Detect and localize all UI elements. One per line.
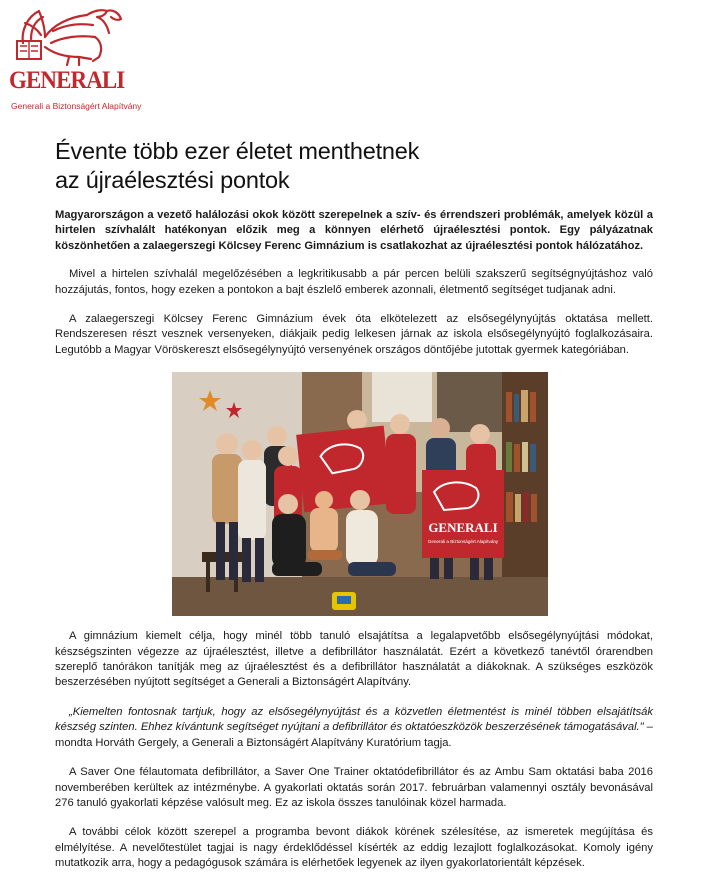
title-line-2: az újraélesztési pontok xyxy=(55,167,290,193)
quote-paragraph xyxy=(55,705,653,751)
paragraph-2: A zalaegerszegi Kölcsey Ferenc Gimnázium évek óta elkötelezett az elsősegélynyújtás oktatása mellett. Rendszeresen részt vesznek versenyeken, diákjaik pedig lelkesen járnak az iskola elsősegélynyújtó foglalkozásaira. Legutóbb a Magyar Vöröskereszt elsősegélynyújtó versenyének országos döntőjébe jutottak gyermek kategóriában. xyxy=(55,313,653,356)
paragraph-4: A Saver One félautomata defibrillátor, a Saver One Trainer oktatódefibrillátor és az Ambu Sam oktatási baba 2016 novemberében kerültek az intézménybe. A gyakorlati oktatás során 2017. februárban valamennyi osztály bevonásával 276 tanuló gyakorlati képzése valósult meg. Ez az iskola összes tanulóinak közel harmada. xyxy=(55,766,653,809)
quote-text: „Kiemelten fontosnak tartjuk, hogy az elsősegélynyújtást és a közvetlen életmentést is minél többen elsajátítsák készség szinten. Ehhez kívántunk segítséget nyújtani a defibrillátor és oktatóeszközök beszerzésének támogatásával." xyxy=(55,705,653,734)
flag-subtitle: Generali a Biztonságért Alapítvány xyxy=(427,539,499,545)
article-body xyxy=(55,208,653,886)
quote-attribution: – mondta Horváth Gergely, a Generali a Biztonságért Alapítvány Kuratórium tagja. xyxy=(55,721,653,749)
paragraph-1: Mivel a hirtelen szívhalál megelőzésében a legkritikusabb a pár percen belüli szakszerű segítségnyújtáshoz való hozzájutás, fontos, hogy ezeken a pontokon a bajt észlelő emberek azonnali, életmentő segítséget tudjanak adni. xyxy=(55,268,653,296)
paragraph-3: A gimnázium kiemelt célja, hogy minél több tanuló elsajátítsa a legalapvetőbb elsősegélynyújtási módokat, készségszinten végezze az újraélesztést, illetve a defibrillátor használatát. Ezért a következő tanévtől órarendben szereplő tanórákon tanítják meg az újraélesztést és a defibrillátor használatát a diákoknak. A szükséges eszközök beszerzésében nyújtott segítséget a Generali a Biztonságért Alapítvány. xyxy=(55,630,653,689)
title-line-1: Évente több ezer életet menthetnek xyxy=(55,138,420,164)
brand-subtitle: Generali a Biztonságért Alapítvány xyxy=(11,101,142,111)
flag-word: GENERALI xyxy=(428,520,498,536)
winged-lion-icon xyxy=(9,3,127,67)
lead-paragraph: Magyarországon a vezető halálozási okok között szerepelnek a szív- és érrendszeri problémák, amelyek közül a hirtelen szívhalált hatékonyan előzik meg a könnyen elérhető újraélesztési pontok. Egy pályázatnak köszönhetően a zalaegerszegi Kölcsey Ferenc Gimnázium is csatlakozhat az újraélesztési pontok hálózatához. xyxy=(55,209,653,252)
school-group-photo xyxy=(172,372,548,616)
generali-logo xyxy=(9,3,142,111)
brand-name: GENERALI xyxy=(9,67,125,94)
paragraph-5: A további célok között szerepel a programba bevont diákok körének szélesítése, az ismeretek megújítása és elmélyítése. A nevelőtestület tagjai is nagy érdeklődéssel kísérték az eddig lezajlott foglalkozásokat. Komoly igény mutatkozik arra, hogy a pedagógusok számára is elérhetőek legyenek az ilyen gyakorlatorientált képzések. xyxy=(55,826,653,870)
page-title xyxy=(55,137,419,195)
